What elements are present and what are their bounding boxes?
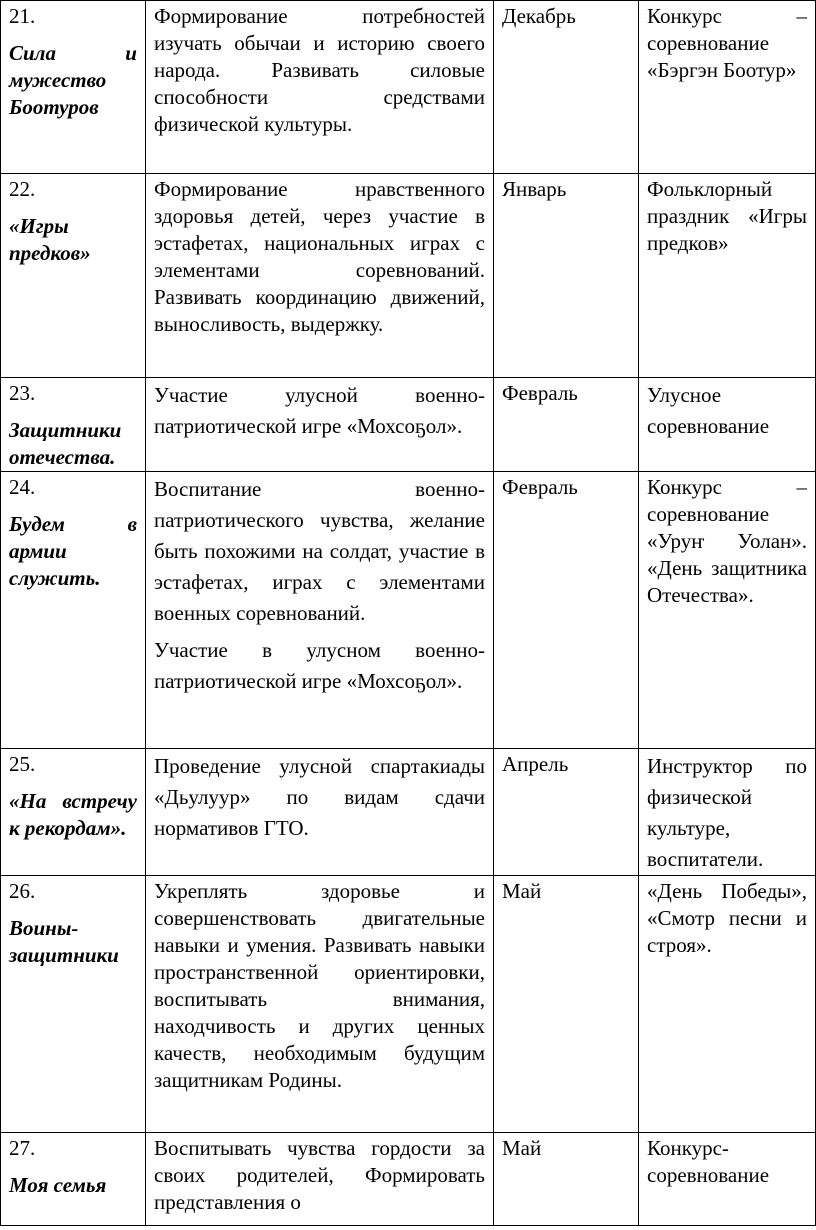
table-row	[1, 749, 816, 876]
form-cell	[639, 174, 816, 378]
month-cell	[494, 174, 639, 378]
content-text: Формирование нравственного здоровья детей, через участие в эстафетах, национальных играх с элементами соревнований. Развивать координацию движений, выносливость, выдержку.	[154, 177, 485, 336]
month-cell	[494, 378, 639, 472]
theme-title: Будем в армии служить.	[9, 512, 137, 590]
theme-cell	[1, 472, 146, 749]
content-cell	[146, 174, 494, 378]
table-row	[1, 174, 816, 378]
form-cell	[639, 749, 816, 876]
table-row	[1, 1133, 816, 1226]
theme-title: Воины-защитники	[9, 916, 119, 967]
content-text: Воспитание военно-патриотического чувства, желание быть похожими на солдат, участие в эстафетах, играх с элементами военных соревнований.	[154, 477, 485, 625]
content-cell	[146, 749, 494, 876]
theme-title: Сила и мужество Боотуров	[9, 41, 137, 119]
theme-cell	[1, 876, 146, 1133]
form-cell	[639, 1133, 816, 1226]
form-cell	[639, 876, 816, 1133]
table-row	[1, 378, 816, 472]
month-cell	[494, 876, 639, 1133]
month-cell	[494, 749, 639, 876]
form-text: Улусное соревнование	[647, 383, 770, 438]
content-text: Проведение улусной спартакиады «Дьулуур» по видам сдачи нормативов ГТО.	[154, 754, 485, 840]
row-number: 23.	[9, 381, 36, 405]
month-text: Февраль	[502, 381, 578, 405]
theme-cell	[1, 1, 146, 174]
month-text: Февраль	[502, 475, 578, 499]
content-cell	[146, 1133, 494, 1226]
content-text: Формирование потребностей изучать обычаи и историю своего народа. Развивать силовые способности средствами физической культуры.	[154, 4, 485, 136]
theme-cell	[1, 1133, 146, 1226]
month-text: Апрель	[502, 752, 569, 776]
form-text: «День Победы», «Смотр песни и строя».	[647, 879, 807, 957]
month-text: Май	[502, 879, 542, 903]
row-number: 26.	[9, 879, 36, 903]
form-text: Фольклорный праздник «Игры предков»	[647, 177, 807, 255]
row-number: 25.	[9, 752, 36, 776]
row-number: 22.	[9, 177, 36, 201]
theme-title: «Игры предков»	[9, 214, 91, 265]
table-row	[1, 876, 816, 1133]
table-row	[1, 472, 816, 749]
form-cell	[639, 472, 816, 749]
content-text: Участие в улусном военно-патриотической игре «Мохсоҕол».	[154, 638, 485, 693]
form-text: Конкурс – соревнование «Бэргэн Боотур»	[647, 4, 807, 82]
theme-title: Защитники отечества.	[9, 418, 122, 469]
theme-cell	[1, 378, 146, 472]
content-text: Воспитывать чувства гордости за своих родителей, Формировать представления о	[154, 1136, 485, 1214]
month-cell	[494, 1133, 639, 1226]
content-text: Участие улусной военно-патриотической игре «Мохсоҕол».	[154, 383, 485, 438]
form-text: Конкурс – соревнование «Уруҥ Уолан». «День защитника Отечества».	[647, 475, 807, 607]
form-text: Конкурс-соревнование	[647, 1136, 770, 1187]
content-cell	[146, 1, 494, 174]
theme-cell	[1, 749, 146, 876]
month-cell	[494, 472, 639, 749]
theme-title: Моя семья	[9, 1173, 107, 1197]
form-cell	[639, 1, 816, 174]
row-number: 21.	[9, 4, 36, 28]
theme-title: «На встречу к рекордам».	[9, 789, 137, 840]
table-row	[1, 1, 816, 174]
content-cell	[146, 378, 494, 472]
row-number: 24.	[9, 475, 36, 499]
month-cell	[494, 1, 639, 174]
content-cell	[146, 876, 494, 1133]
month-text: Май	[502, 1136, 542, 1160]
theme-cell	[1, 174, 146, 378]
content-cell	[146, 472, 494, 749]
month-text: Декабрь	[502, 4, 576, 28]
row-number: 27.	[9, 1136, 36, 1160]
month-text: Январь	[502, 177, 567, 201]
form-cell	[639, 378, 816, 472]
content-text: Укреплять здоровье и совершенствовать двигательные навыки и умения. Развивать навыки пространственной ориентировки, воспитывать внимания, находчивость и других ценных качеств, необходимым будущим защитникам Родины.	[154, 879, 485, 1092]
form-text: Инструктор по физической культуре, воспитатели.	[647, 754, 807, 871]
